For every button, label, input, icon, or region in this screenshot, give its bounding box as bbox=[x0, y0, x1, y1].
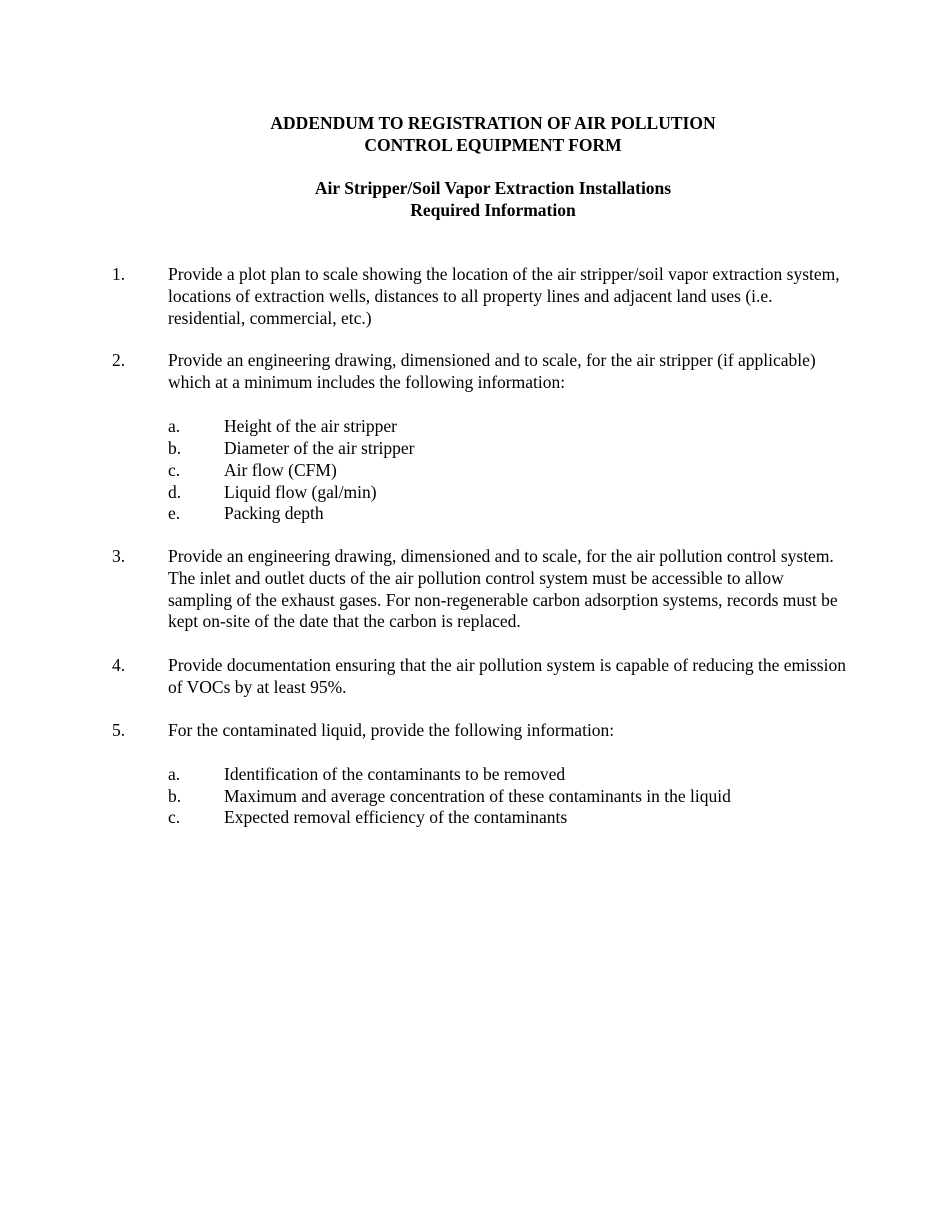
sub-item-text: Liquid flow (gal/min) bbox=[224, 482, 377, 502]
sub-item-letter: b. bbox=[168, 786, 182, 806]
list-item-number: 4. bbox=[112, 655, 126, 675]
list-item-text bbox=[168, 546, 882, 633]
sub-item-text: Maximum and average concentration of these contaminants in the liquid bbox=[224, 786, 731, 806]
text-line: Provide an engineering drawing, dimensioned and to scale, for the air pollution control system. bbox=[168, 546, 834, 566]
text-line: kept on-site of the date that the carbon is replaced. bbox=[168, 611, 521, 632]
text-line: locations of extraction wells, distances to all property lines and adjacent land uses (i.e. bbox=[168, 285, 773, 306]
section-subtitle-line-2: Required Information bbox=[410, 200, 576, 220]
list-item-text bbox=[168, 720, 882, 742]
form-title-line-1: ADDENDUM TO REGISTRATION OF AIR POLLUTION bbox=[270, 113, 716, 133]
list-item-text bbox=[168, 264, 882, 329]
sub-item-text: Expected removal efficiency of the contaminants bbox=[224, 807, 568, 827]
sub-item-text: Height of the air stripper bbox=[224, 416, 398, 436]
text-line: residential, commercial, etc.) bbox=[168, 307, 372, 328]
list-item-number: 1. bbox=[112, 264, 126, 284]
sub-item-letter: a. bbox=[168, 416, 181, 436]
list-item-number: 3. bbox=[112, 546, 126, 566]
text-line: of VOCs by at least 95%. bbox=[168, 676, 347, 697]
text-line: Provide an engineering drawing, dimensioned and to scale, for the air stripper (if applicable) bbox=[168, 350, 816, 370]
sub-item-letter: d. bbox=[168, 482, 182, 502]
list-item-text bbox=[168, 350, 882, 394]
sub-item-letter: e. bbox=[168, 503, 181, 523]
sub-item-text: Packing depth bbox=[224, 503, 324, 523]
text-line: Provide a plot plan to scale showing the location of the air stripper/soil vapor extraction system, bbox=[168, 264, 840, 284]
text-line: The inlet and outlet ducts of the air pollution control system must be accessible to allow bbox=[168, 567, 784, 588]
sub-item-letter: a. bbox=[168, 764, 181, 784]
form-title bbox=[0, 112, 950, 156]
section-subtitle-line-1: Air Stripper/Soil Vapor Extraction Installations bbox=[314, 178, 672, 198]
form-title-line-2: CONTROL EQUIPMENT FORM bbox=[364, 135, 622, 155]
sub-item-letter: b. bbox=[168, 438, 182, 458]
list-item-number: 2. bbox=[112, 350, 126, 370]
text-line: Provide documentation ensuring that the air pollution system is capable of reducing the emission bbox=[168, 655, 846, 675]
text-line: which at a minimum includes the following information: bbox=[168, 371, 566, 392]
list-item-text bbox=[168, 655, 882, 699]
text-line: sampling of the exhaust gases. For non-regenerable carbon adsorption systems, records must be bbox=[168, 589, 838, 610]
sub-item-letter: c. bbox=[168, 807, 181, 827]
text-line: For the contaminated liquid, provide the following information: bbox=[168, 720, 615, 740]
sub-item-text: Diameter of the air stripper bbox=[224, 438, 415, 458]
list-item-number: 5. bbox=[112, 720, 126, 740]
sub-item-text: Identification of the contaminants to be removed bbox=[224, 764, 566, 784]
sub-item-text: Air flow (CFM) bbox=[224, 460, 337, 480]
section-subtitle bbox=[0, 177, 950, 221]
sub-item-letter: c. bbox=[168, 460, 181, 480]
